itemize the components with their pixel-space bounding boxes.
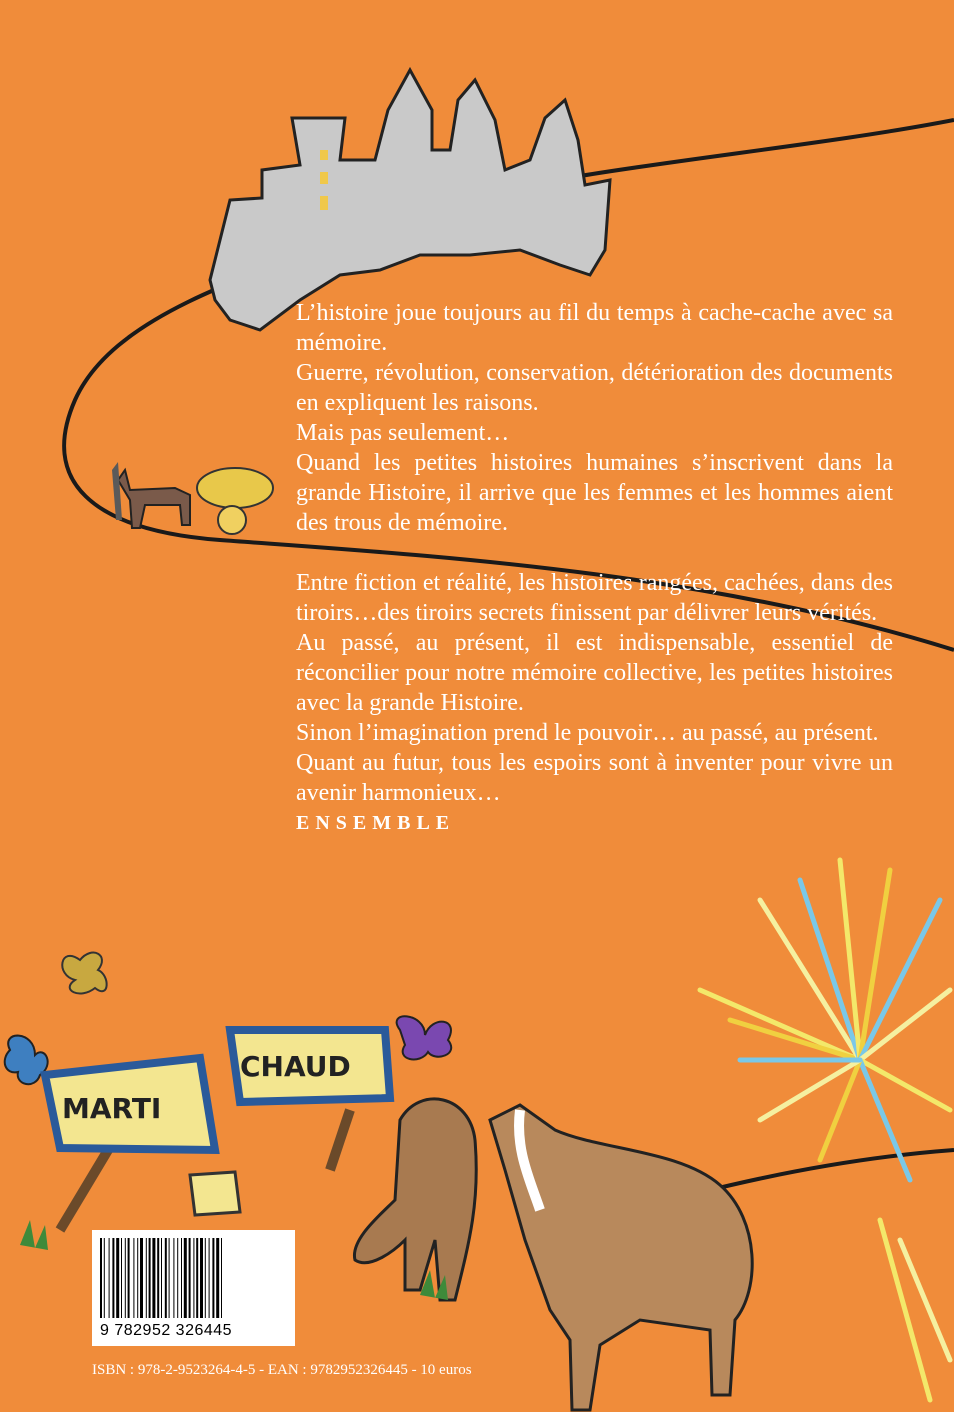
barcode-bar	[137, 1238, 138, 1318]
barcode-bar	[169, 1238, 170, 1318]
sign-marti-text: MARTI	[62, 1092, 162, 1125]
blurb-paragraph-8: Quant au futur, tous les espoirs sont à inventer pour vivre un avenir harmonieux…	[296, 750, 893, 806]
barcode-bar	[152, 1238, 155, 1318]
barcode-bar	[128, 1238, 130, 1318]
back-cover-blurb	[296, 298, 893, 838]
barcode-bar	[209, 1238, 210, 1318]
blurb-paragraph-6: Au passé, au présent, il est indispensable, essentiel de réconcilier pour notre mémoire collective, les petites histoires avec la grande Histoire.	[296, 630, 893, 716]
barcode-bar	[140, 1238, 143, 1318]
barcode-bar	[193, 1238, 194, 1318]
barcode-bar	[100, 1238, 102, 1318]
barcode-bar	[212, 1238, 214, 1318]
barcode-bar	[173, 1238, 174, 1318]
blurb-paragraph-7: Sinon l’imagination prend le pouvoir… au passé, au présent.	[296, 720, 879, 746]
grass-left	[20, 1220, 48, 1250]
barcode-bar	[165, 1238, 167, 1318]
goat-grazing-icon	[354, 1099, 476, 1300]
sign-chaud	[230, 1030, 390, 1170]
barcode-bar	[196, 1238, 198, 1318]
barcode-bar	[121, 1238, 122, 1318]
blurb-paragraph-2: Guerre, révolution, conservation, détérioration des documents en expliquent les raisons.	[296, 360, 893, 416]
blurb-ensemble: ENSEMBLE	[296, 812, 456, 834]
castle-icon	[210, 70, 610, 330]
barcode-bar	[133, 1238, 134, 1318]
barcode-bar	[116, 1238, 119, 1318]
sign-chaud-text: CHAUD	[240, 1050, 351, 1083]
isbn-line: ISBN : 978-2-9523264-4-5 - EAN : 9782952326445 - 10 euros	[92, 1362, 472, 1378]
barcode-number: 9 782952 326445	[100, 1322, 233, 1339]
goat-standing-icon	[490, 1105, 752, 1410]
barcode-bar	[149, 1238, 151, 1318]
blurb-paragraph-4: Quand les petites histoires humaines s’inscrivent dans la grande Histoire, il arrive que les femmes et les hommes aient des trous de mémoire.	[296, 450, 893, 536]
barcode-bar	[112, 1238, 114, 1318]
butterfly-blue-icon	[5, 1036, 48, 1085]
paragraph-gap	[296, 538, 893, 568]
ground-sign	[190, 1172, 240, 1215]
butterfly-yellow-icon	[62, 953, 106, 994]
barcode-bar	[109, 1238, 110, 1318]
barcode-bar	[189, 1238, 191, 1318]
butterfly-purple-icon	[397, 1016, 452, 1059]
barcode-bar	[205, 1238, 206, 1318]
barcode-bar	[146, 1238, 147, 1318]
barcode-bar	[221, 1238, 222, 1318]
barcode-bar	[177, 1238, 178, 1318]
barcode-bars	[92, 1230, 295, 1320]
blurb-paragraph-5: Entre fiction et réalité, les histoires rangées, cachées, dans des tiroirs…des tiroirs secrets finissent par délivrer leurs vérités.	[296, 570, 893, 626]
barcode-bar	[157, 1238, 159, 1318]
blurb-paragraph-3: Mais pas seulement…	[296, 420, 510, 446]
barcode-bar	[216, 1238, 219, 1318]
blurb-paragraph-1: L’histoire joue toujours au fil du temps à cache-cache avec sa mémoire.	[296, 300, 893, 356]
barcode-bar	[125, 1238, 126, 1318]
barcode-bar	[200, 1238, 203, 1318]
barcode-bar	[104, 1238, 105, 1318]
sign-marti	[45, 1058, 215, 1230]
barcode-bar	[184, 1238, 187, 1318]
barcode-bar	[161, 1238, 162, 1318]
horse-cart-icon	[112, 462, 273, 534]
barcode-bar	[181, 1238, 182, 1318]
